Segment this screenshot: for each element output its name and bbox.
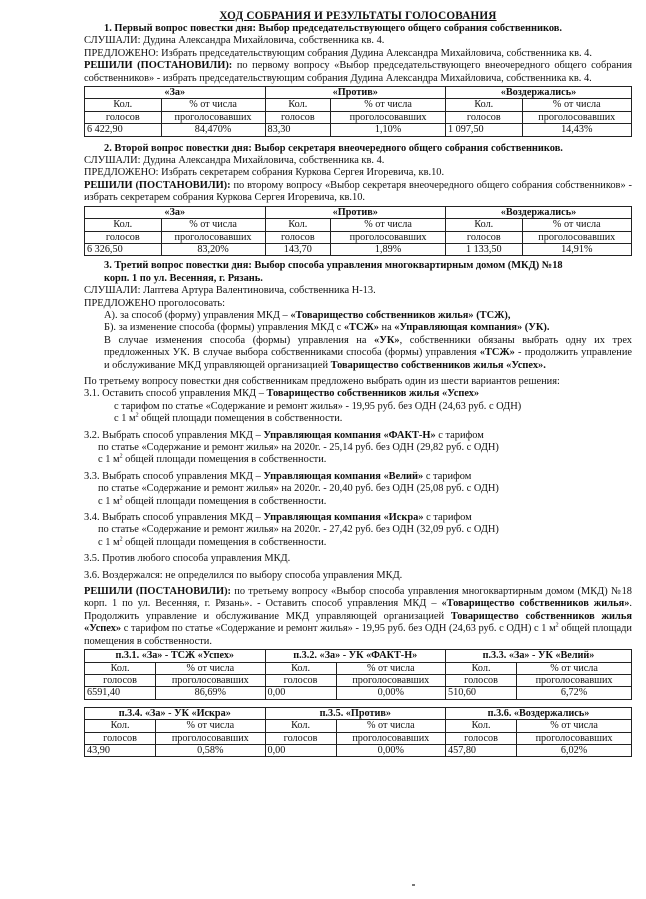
- header-golosov: голосов: [265, 111, 331, 123]
- area-sup: 2: [119, 495, 123, 502]
- q3-option-b: [84, 322, 632, 334]
- q3-decided-bold2: Товарищество собственников жилья «Успех»: [84, 610, 632, 635]
- header-3-1: п.3.1. «За» - ТСЖ «Успех»: [85, 650, 266, 662]
- header-golosov: голосов: [446, 674, 517, 686]
- q3-decided-4: общей площади помещения в собственности.: [84, 623, 632, 647]
- table-row: [85, 650, 632, 662]
- option-text: 3.1. Оставить способ управления МКД –: [84, 388, 267, 400]
- vozd-percent: 14,43%: [522, 124, 631, 136]
- area-prefix: с 1 м: [114, 413, 136, 425]
- header-vozd: «Воздержались»: [445, 87, 631, 99]
- option-text: 3.3. Выбрать способ управления МКД –: [84, 470, 264, 482]
- header-progol: проголосовавших: [517, 674, 632, 686]
- option-b-bold2: «Управляющая компания» (УК).: [394, 322, 550, 334]
- count-3-3: 510,60: [446, 687, 517, 699]
- header-golosov: голосов: [85, 231, 162, 243]
- q3-decided-1: по третьему вопросу «Выбор способа управления многоквартирным домом (МКД) №18 корп. 1 по ул. Весенняя, г. Рязань». - Оставить способ управления МКД –: [84, 586, 632, 610]
- q3-option-3-2-area: [84, 454, 632, 466]
- header-pct: % от числа: [336, 720, 445, 732]
- protiv-count: 143,70: [265, 243, 331, 255]
- header-protiv: «Против»: [265, 206, 445, 218]
- q3-option-3-2: [84, 430, 632, 442]
- header-golosov: голосов: [445, 111, 522, 123]
- q3-decided-sup: 2: [555, 622, 559, 629]
- percent-3-4: 0,58%: [156, 744, 265, 756]
- header-golosov: голосов: [85, 732, 156, 744]
- header-golosov: голосов: [85, 674, 156, 686]
- area-sup: 2: [119, 453, 123, 460]
- table-row: [85, 662, 632, 674]
- change-text-2: , собственники обязаны выбрать одну их трех предложенных УК. В случае выбора собственниками способа (формы) управления: [104, 334, 632, 359]
- count-3-1: 6591,40: [85, 687, 156, 699]
- q3-heading-line2: корп. 1 по ул. Весенняя, г. Рязань.: [104, 272, 263, 284]
- area-suffix: общей площади помещения в собственности.: [122, 495, 327, 507]
- header-golosov: голосов: [265, 732, 336, 744]
- q1-decided-text: по первому вопросу «Выбор председательствующего внеочередного общего собрания собственников» - избрать председательствующим собрания Дудина Александра Михайловича, собственника кв. 4.: [84, 60, 632, 84]
- header-pct: % от числа: [161, 219, 265, 231]
- q3-option-3-6: 3.6. Воздержался: не определился по выбору способа управления МКД.: [84, 569, 403, 581]
- header-progol: проголосовавших: [161, 111, 265, 123]
- header-progol: проголосовавших: [161, 231, 265, 243]
- area-sup: 2: [135, 412, 139, 419]
- header-pct: % от числа: [522, 219, 631, 231]
- q2-vote-table: [84, 206, 632, 257]
- table-row: [85, 111, 632, 123]
- q3-option-3-3: [84, 471, 632, 483]
- option-a-text: А). за способ (форму) управления МКД –: [104, 309, 291, 321]
- za-count: 6 422,90: [85, 124, 162, 136]
- header-progol: проголосовавших: [517, 732, 632, 744]
- option-bold: Управляющая компания «ФАКТ-Н»: [263, 429, 436, 441]
- change-text-1: В случае изменения способа (формы) управления на: [104, 334, 375, 346]
- header-kol: Кол.: [265, 99, 331, 111]
- option-b-mid: на: [378, 322, 395, 334]
- vozd-count: 1 133,50: [445, 243, 522, 255]
- q3-proposed: ПРЕДЛОЖЕНО проголосовать:: [84, 297, 226, 309]
- za-percent: 83,20%: [161, 243, 265, 255]
- change-text-3: - продолжить управление и обслуживание МКД управляющей организацией: [104, 347, 632, 371]
- table-row: [85, 124, 632, 136]
- header-progol: проголосовавших: [156, 732, 265, 744]
- q3-heard: СЛУШАЛИ: Лаптева Артура Валентиновича, собственника Н-13.: [84, 285, 376, 297]
- header-pct: % от числа: [522, 99, 631, 111]
- q1-vote-table: [84, 86, 632, 137]
- table-row: [85, 687, 632, 699]
- page-title: ХОД СОБРАНИЯ И РЕЗУЛЬТАТЫ ГОЛОСОВАНИЯ: [219, 10, 497, 22]
- change-tszh: «ТСЖ»: [479, 347, 515, 359]
- option-bold: Управляющая компания «Искра»: [263, 512, 424, 524]
- change-uk: «УК»: [374, 334, 400, 346]
- header-kol: Кол.: [265, 219, 331, 231]
- header-golosov: голосов: [446, 732, 517, 744]
- header-3-4: п.3.4. «За» - УК «Искра»: [85, 707, 266, 719]
- table-row: [85, 674, 632, 686]
- count-3-2: 0,00: [265, 687, 336, 699]
- header-progol: проголосовавших: [331, 231, 446, 243]
- q3-options-intro: По третьему вопросу повестки дня собственникам предложено выбрать один из шести вариантов решения:: [84, 375, 560, 387]
- q2-decided-text: по второму вопросу «Выбор секретаря внеочередного общего собрания собственников» - избрать секретарем собрания Куркова Сергея Игоревича, кв.10.: [84, 179, 632, 204]
- option-post: с тарифом: [423, 470, 472, 482]
- q3-decided-2: . Продолжить управление и обслуживание МКД управляющей организацией: [84, 598, 633, 622]
- q2-proposed: ПРЕДЛОЖЕНО: Избрать секретарем собрания Куркова Сергея Игоревича, кв.10.: [84, 167, 445, 179]
- header-progol: проголосовавших: [522, 111, 631, 123]
- header-3-2: п.3.2. «За» - УК «ФАКТ-Н»: [265, 650, 446, 662]
- header-golosov: голосов: [445, 231, 522, 243]
- table-row: [85, 87, 632, 99]
- q1-proposed: ПРЕДЛОЖЕНО: Избрать председательствующим собрания Дудина Александра Михайловича, собственника кв. 4.: [84, 47, 592, 59]
- header-3-6: п.3.6. «Воздержались»: [446, 707, 632, 719]
- q1-decided-label: РЕШИЛИ (ПОСТАНОВИЛИ):: [84, 60, 233, 72]
- header-kol: Кол.: [446, 720, 517, 732]
- header-pct: % от числа: [161, 99, 265, 111]
- percent-3-2: 0,00%: [336, 687, 445, 699]
- q3-decided-label: РЕШИЛИ (ПОСТАНОВИЛИ):: [84, 586, 231, 598]
- protiv-percent: 1,10%: [331, 124, 446, 136]
- header-pct: % от числа: [331, 219, 446, 231]
- option-b-text: Б). за изменение способа (формы) управления МКД с: [104, 322, 344, 334]
- header-kol: Кол.: [446, 662, 517, 674]
- q3-option-3-4-area: [84, 537, 632, 549]
- header-kol: Кол.: [265, 720, 336, 732]
- header-progol: проголосовавших: [331, 111, 446, 123]
- q3-vote-table-1: [84, 649, 632, 700]
- q3-option-3-1: [84, 388, 632, 400]
- q3-decision: [84, 586, 632, 648]
- header-3-3: п.3.3. «За» - УК «Велий»: [446, 650, 632, 662]
- table-row: [85, 206, 632, 218]
- option-bold: Управляющая компания «Велий»: [263, 470, 424, 482]
- q3-option-3-3-area: [84, 496, 632, 508]
- q3-option-3-5: 3.5. Против любого способа управления МКД.: [84, 553, 291, 565]
- q2-heading: 2. Второй вопрос повестки дня: Выбор секретаря внеочередного общего собрания собственников.: [104, 142, 563, 154]
- header-pct: % от числа: [156, 662, 265, 674]
- q3-option-3-4: [84, 512, 632, 524]
- count-3-4: 43,90: [85, 744, 156, 756]
- scan-speck: [412, 884, 415, 886]
- header-pct: % от числа: [517, 720, 632, 732]
- option-bold: Товарищество собственников жилья «Успех»: [266, 388, 480, 400]
- option-text: 3.2. Выбрать способ управления МКД –: [84, 429, 264, 441]
- area-prefix: с 1 м: [98, 536, 120, 548]
- percent-3-3: 6,72%: [517, 687, 632, 699]
- header-pct: % от числа: [331, 99, 446, 111]
- q3-option-3-1-tariff: с тарифом по статье «Содержание и ремонт жилья» - 19,95 руб. без ОДН (24,63 руб. с ОДН): [114, 400, 522, 412]
- q3-decided-3: с тарифом по статье «Содержание и ремонт жилья» - 19,95 руб. без ОДН (24,63 руб. с ОДН) с 1 м: [121, 623, 556, 635]
- area-prefix: с 1 м: [98, 495, 120, 507]
- area-prefix: с 1 м: [98, 454, 120, 466]
- area-suffix: общей площади помещения в собственности.: [122, 454, 327, 466]
- option-post: с тарифом: [423, 512, 472, 524]
- q1-decision: [84, 60, 632, 85]
- option-a-bold: «Товарищество собственников жилья» (ТСЖ),: [290, 309, 511, 321]
- header-progol: проголосовавших: [156, 674, 265, 686]
- q3-change-note: [84, 335, 632, 372]
- header-3-5: п.3.5. «Против»: [265, 707, 446, 719]
- q3-decided-bold1: «Товарищество собственников жилья»: [441, 598, 630, 610]
- table-row: [85, 219, 632, 231]
- q3-option-3-4-tariff: по статье «Содержание и ремонт жилья» на 2020г. - 27,42 руб. без ОДН (32,09 руб. с ОДН): [98, 524, 499, 536]
- header-progol: проголосовавших: [336, 732, 445, 744]
- percent-3-6: 6,02%: [517, 744, 632, 756]
- header-za: «За»: [85, 206, 266, 218]
- percent-3-5: 0,00%: [336, 744, 445, 756]
- header-kol: Кол.: [265, 662, 336, 674]
- option-text: 3.4. Выбрать способ управления МКД –: [84, 512, 264, 524]
- protocol-page: [84, 10, 632, 757]
- table-row: [85, 707, 632, 719]
- table-row: [85, 744, 632, 756]
- q3-option-3-1-area: [84, 413, 632, 425]
- header-kol: Кол.: [85, 662, 156, 674]
- header-golosov: голосов: [265, 231, 331, 243]
- header-golosov: голосов: [265, 674, 336, 686]
- option-b-bold1: «ТСЖ»: [343, 322, 379, 334]
- q2-decision: [84, 180, 632, 205]
- count-3-5: 0,00: [265, 744, 336, 756]
- header-kol: Кол.: [85, 720, 156, 732]
- header-golosov: голосов: [85, 111, 162, 123]
- header-kol: Кол.: [445, 99, 522, 111]
- protiv-count: 83,30: [265, 124, 331, 136]
- vozd-percent: 14,91%: [522, 243, 631, 255]
- header-za: «За»: [85, 87, 266, 99]
- q3-option-3-2-tariff: по статье «Содержание и ремонт жилья» на 2020г. - 25,14 руб. без ОДН (29,82 руб. с ОДН): [98, 442, 499, 453]
- area-sup: 2: [119, 536, 123, 543]
- percent-3-1: 86,69%: [156, 687, 265, 699]
- header-kol: Кол.: [85, 219, 162, 231]
- q2-decided-label: РЕШИЛИ (ПОСТАНОВИЛИ):: [84, 179, 231, 191]
- header-pct: % от числа: [336, 662, 445, 674]
- area-suffix: общей площади помещения в собственности.: [138, 413, 343, 425]
- q1-heard: СЛУШАЛИ: Дудина Александра Михайловича, собственника кв. 4.: [84, 35, 385, 47]
- q1-heading: 1. Первый вопрос повестки дня: Выбор председательствующего общего собрания собственников.: [104, 23, 563, 34]
- vozd-count: 1 097,50: [445, 124, 522, 136]
- header-pct: % от числа: [156, 720, 265, 732]
- header-progol: проголосовавших: [522, 231, 631, 243]
- q3-heading-line1: 3. Третий вопрос повестки дня: Выбор способа управления многоквартирным домом (МКД) №18: [104, 260, 563, 272]
- count-3-6: 457,80: [446, 744, 517, 756]
- q3-option-3-3-tariff: по статье «Содержание и ремонт жилья» на 2020г. - 20,40 руб. без ОДН (25,08 руб. с ОДН): [98, 483, 499, 495]
- table-row: [85, 243, 632, 255]
- table-row: [85, 720, 632, 732]
- q2-heard: СЛУШАЛИ: Дудина Александра Михайловича, собственника кв. 4.: [84, 155, 385, 167]
- header-vozd: «Воздержались»: [445, 206, 631, 218]
- q3-option-a: [84, 310, 632, 322]
- header-pct: % от числа: [517, 662, 632, 674]
- za-count: 6 326,50: [85, 243, 162, 255]
- header-protiv: «Против»: [265, 87, 445, 99]
- table-row: [85, 231, 632, 243]
- header-kol: Кол.: [85, 99, 162, 111]
- q3-vote-table-2: [84, 707, 632, 758]
- protiv-percent: 1,89%: [331, 243, 446, 255]
- header-progol: проголосовавших: [336, 674, 445, 686]
- area-suffix: общей площади помещения в собственности.: [122, 536, 327, 548]
- table-row: [85, 732, 632, 744]
- change-bold: Товарищество собственников жилья «Успех».: [330, 359, 546, 371]
- table-row: [85, 99, 632, 111]
- header-kol: Кол.: [445, 219, 522, 231]
- option-post: с тарифом: [435, 429, 484, 441]
- za-percent: 84,470%: [161, 124, 265, 136]
